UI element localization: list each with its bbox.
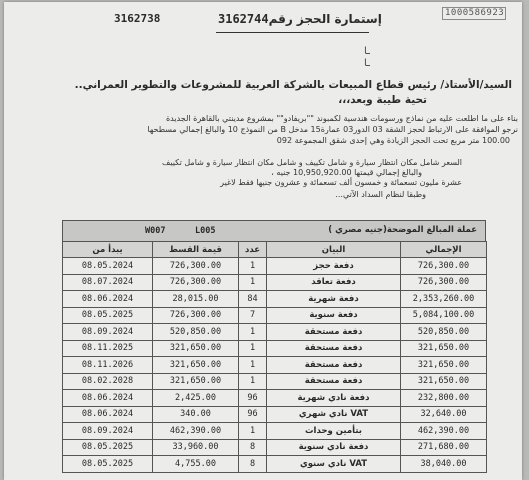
total-cell: 321,650.00 <box>401 373 487 390</box>
installment-cell: 726,300.00 <box>153 258 239 275</box>
column-header-total: الإجمالي <box>401 242 487 258</box>
installment-cell: 726,300.00 <box>153 307 239 324</box>
installment-cell: 726,300.00 <box>153 274 239 291</box>
installment-cell: 4,755.00 <box>153 456 239 473</box>
description-cell: دفعة مستحقة <box>267 357 401 374</box>
table-row <box>63 258 487 275</box>
description-cell: دفعة مستحقة <box>267 340 401 357</box>
start-date-cell: 08.06.2024 <box>63 291 153 308</box>
count-cell: 96 <box>239 406 267 423</box>
installment-cell: 321,650.00 <box>153 357 239 374</box>
start-date-cell: 08.11.2026 <box>63 357 153 374</box>
table-row <box>63 439 487 456</box>
start-date-cell: 08.07.2024 <box>63 274 153 291</box>
count-cell: 96 <box>239 390 267 407</box>
greeting-line: تحية طيبة وبعد،،، <box>338 94 427 106</box>
description-cell: دفعة نادي شهرية <box>267 390 401 407</box>
start-date-cell: 08.05.2025 <box>63 307 153 324</box>
table-caption <box>62 220 486 241</box>
table-row <box>63 456 487 473</box>
total-cell: 2,353,260.00 <box>401 291 487 308</box>
count-cell: 1 <box>239 258 267 275</box>
letter-line: 100.00 متر مربع تحت الحجز الزيادة وهي إحدى شقق المجموعة 092 <box>276 136 510 145</box>
start-date-cell: 08.05.2024 <box>63 258 153 275</box>
description-cell: VAT نادي سنوي <box>267 456 401 473</box>
table-row <box>63 390 487 407</box>
count-cell: 1 <box>239 274 267 291</box>
letter-line: عشرة مليون تسعمائة و خمسون ألف تسعمائة و عشرون جنيها فقط لاغير <box>220 178 462 187</box>
count-cell: 8 <box>239 439 267 456</box>
letter-line: السعر شامل مكان انتظار سيارة و شامل تكييف و شامل مكان انتظار سيارة و شامل تكييف <box>162 158 462 167</box>
total-cell: 271,680.00 <box>401 439 487 456</box>
table-header-row <box>63 242 487 258</box>
table-row <box>63 274 487 291</box>
start-date-cell: 08.05.2025 <box>63 439 153 456</box>
column-header-description: البيان <box>267 242 401 258</box>
total-cell: 726,300.00 <box>401 258 487 275</box>
start-date-cell: 08.09.2024 <box>63 423 153 440</box>
start-date-cell: 08.11.2025 <box>63 340 153 357</box>
description-cell: بتأمين وحدات <box>267 423 401 440</box>
start-date-cell: 08.09.2024 <box>63 324 153 341</box>
installment-cell: 28,015.00 <box>153 291 239 308</box>
total-cell: 520,850.00 <box>401 324 487 341</box>
model-code: L005 <box>195 226 216 236</box>
form-title <box>218 12 382 26</box>
installment-cell: 2,425.00 <box>153 390 239 407</box>
table-row <box>63 340 487 357</box>
description-cell: دفعة تعاقد <box>267 274 401 291</box>
serial-number: 1000586923 <box>445 8 505 18</box>
column-header-start: يبدأ من <box>63 242 153 258</box>
total-cell: 726,300.00 <box>401 274 487 291</box>
count-cell: 7 <box>239 307 267 324</box>
description-cell: دفعة سنوية <box>267 307 401 324</box>
letter-line: والبالغ إجمالي قيمتها 10,950,920.00 جنيه ، <box>271 168 422 177</box>
start-date-cell: 08.02.2028 <box>63 373 153 390</box>
description-cell: VAT نادي شهري <box>267 406 401 423</box>
count-cell: 1 <box>239 373 267 390</box>
installment-cell: 321,650.00 <box>153 340 239 357</box>
start-date-cell: 08.06.2024 <box>63 390 153 407</box>
installment-cell: 340.00 <box>153 406 239 423</box>
table-row <box>63 406 487 423</box>
letter-line: نرجو الموافقة على الارتباط لحجز الشقة 03 الدور03 عمارة15 مدخل B من النموذج 10 والبالغ إجمالي مسطحها <box>147 125 518 134</box>
installment-cell: 33,960.00 <box>153 439 239 456</box>
column-header-count: عدد <box>239 242 267 258</box>
description-cell: دفعة شهرية <box>267 291 401 308</box>
total-cell: 38,040.00 <box>401 456 487 473</box>
document-page <box>4 2 522 480</box>
table-row <box>63 324 487 341</box>
count-cell: 84 <box>239 291 267 308</box>
payment-schedule <box>62 220 486 473</box>
count-cell: 1 <box>239 324 267 341</box>
table-row <box>63 307 487 324</box>
tick-mark: ـا <box>364 58 370 69</box>
installment-cell: 520,850.00 <box>153 324 239 341</box>
total-cell: 232,800.00 <box>401 390 487 407</box>
table-row <box>63 423 487 440</box>
description-cell: دفعة حجز <box>267 258 401 275</box>
currency-label: عملة المبالغ الموضحة(جنيه مصري ) <box>328 225 477 235</box>
count-cell: 8 <box>239 456 267 473</box>
count-cell: 1 <box>239 340 267 357</box>
unit-code: W007 <box>145 226 166 236</box>
title-underline <box>216 32 369 33</box>
table-row <box>63 291 487 308</box>
reference-number: 3162738 <box>114 12 161 25</box>
tick-mark: ـا <box>364 46 370 57</box>
total-cell: 321,650.00 <box>401 340 487 357</box>
addressee-line: السيد/الأستاذ/ رئيس قطاع المبيعات بالشركة العربية للمشروعات والتطوير العمراني.. <box>74 79 512 91</box>
total-cell: 321,650.00 <box>401 357 487 374</box>
description-cell: دفعة مستحقة <box>267 324 401 341</box>
payment-table <box>62 241 487 473</box>
total-cell: 462,390.00 <box>401 423 487 440</box>
count-cell: 1 <box>239 423 267 440</box>
table-row <box>63 373 487 390</box>
total-cell: 32,640.00 <box>401 406 487 423</box>
form-title-text: إستمارة الحجز رقم <box>268 12 382 26</box>
form-number: 3162744 <box>218 12 269 26</box>
letter-line: وطبقا لنظام السداد الآتي... <box>335 190 426 199</box>
table-row <box>63 357 487 374</box>
count-cell: 1 <box>239 357 267 374</box>
installment-cell: 462,390.00 <box>153 423 239 440</box>
description-cell: دفعة نادي سنوية <box>267 439 401 456</box>
description-cell: دفعة مستحقة <box>267 373 401 390</box>
start-date-cell: 08.05.2025 <box>63 456 153 473</box>
column-header-installment: قيمة القسط <box>153 242 239 258</box>
start-date-cell: 08.06.2024 <box>63 406 153 423</box>
letter-line: بناء على ما اطلعت عليه من نماذج ورسومات هندسية لكمبوند ""بريفادو"" بمشروع مدينتي بالقاهرة الجديدة <box>165 114 518 123</box>
installment-cell: 321,650.00 <box>153 373 239 390</box>
total-cell: 5,084,100.00 <box>401 307 487 324</box>
